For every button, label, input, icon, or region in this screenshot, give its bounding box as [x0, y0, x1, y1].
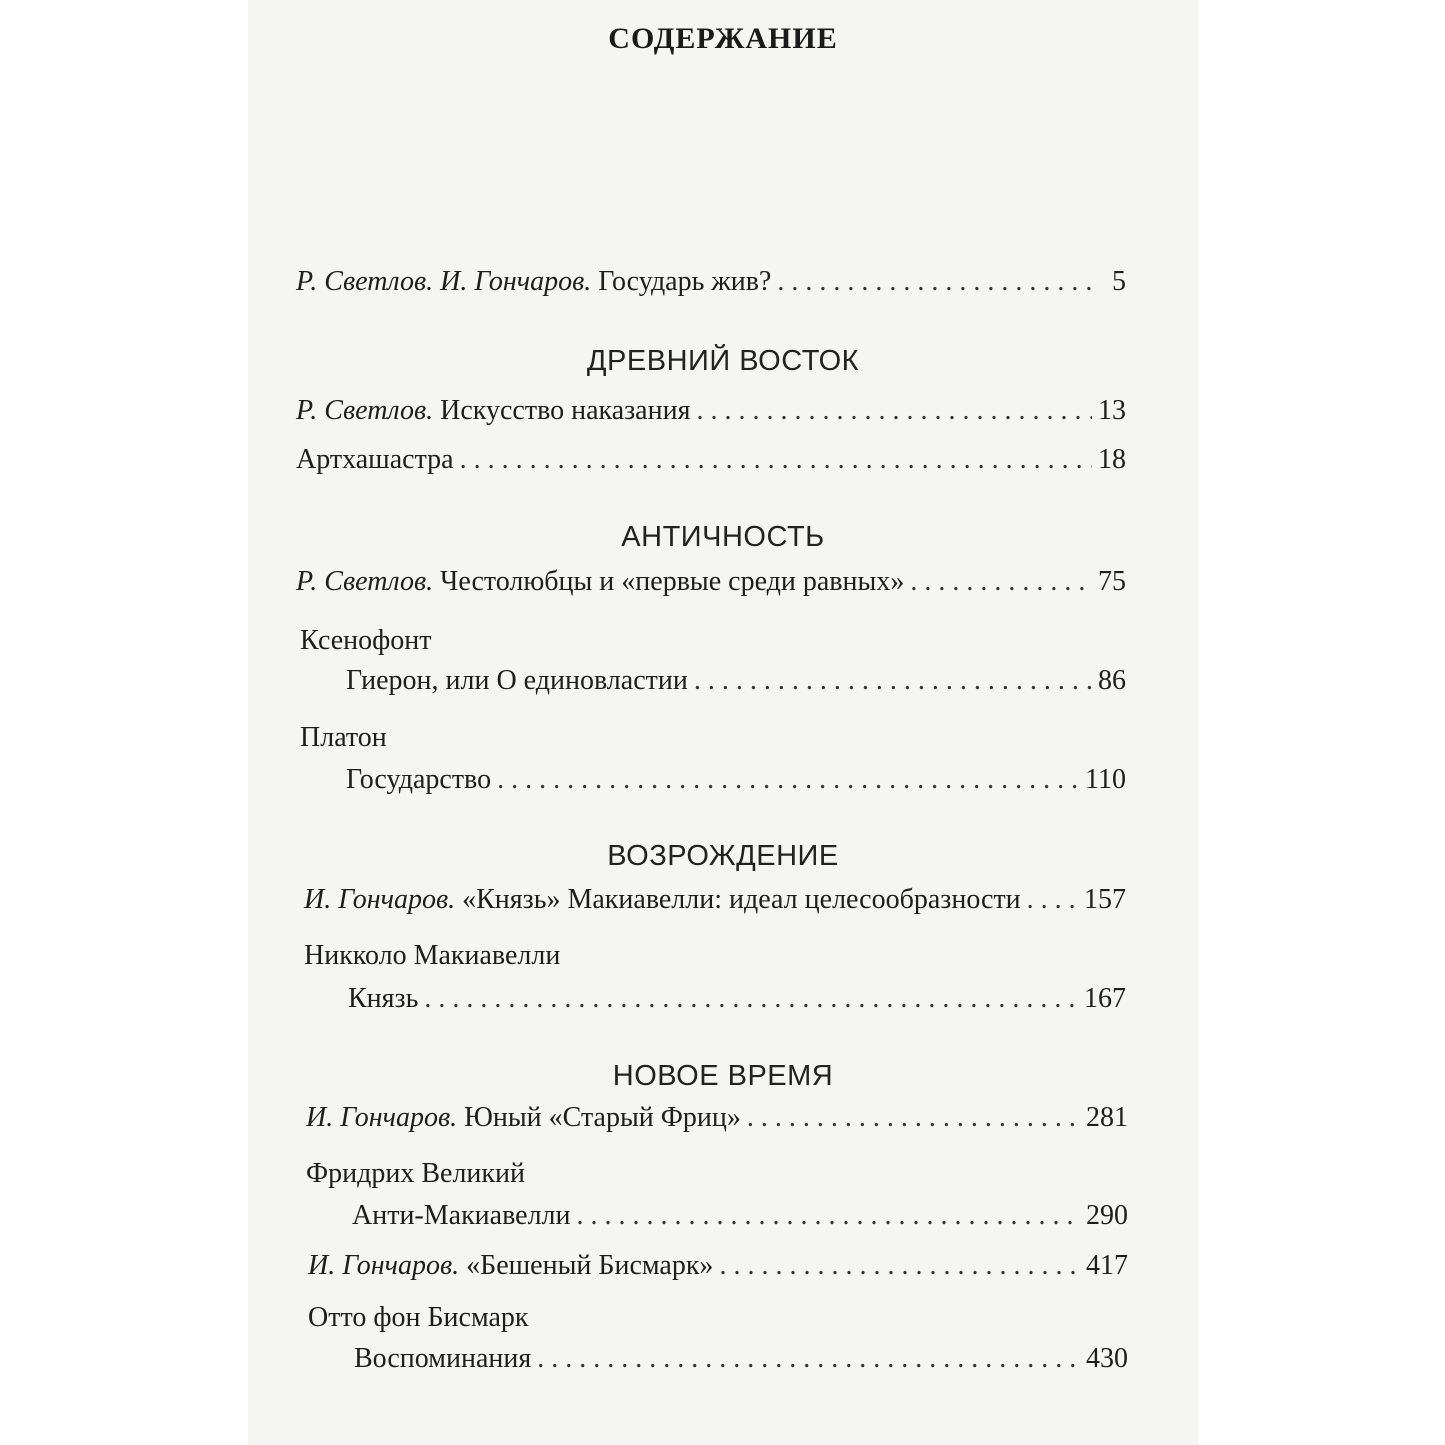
leader-dots [696, 395, 1092, 427]
page-number: 13 [1098, 395, 1126, 426]
toc-entry [308, 1250, 1128, 1290]
leader-dots [777, 266, 1100, 298]
toc-entry [296, 266, 1126, 306]
entry-title: Воспоминания [354, 1343, 532, 1374]
leader-dots [747, 1102, 1080, 1134]
section-heading: ДРЕВНИЙ ВОСТОК [586, 345, 860, 377]
entry-title: Князь [348, 983, 419, 1014]
toc-entry [296, 395, 1126, 435]
entry-title: Юный «Старый Фриц» [464, 1102, 741, 1133]
entry-title: Артхашастра [296, 444, 454, 475]
page-number: 75 [1098, 566, 1126, 597]
section-heading: НОВОЕ ВРЕМЯ [612, 1060, 834, 1092]
author-name: Ксенофонт [300, 625, 432, 656]
page-number: 281 [1086, 1102, 1128, 1133]
author-name: Фридрих Великий [306, 1158, 525, 1189]
page-number: 167 [1084, 983, 1126, 1014]
page-number: 5 [1112, 266, 1126, 297]
entry-author: Р. Светлов. [296, 395, 434, 426]
leader-dots [460, 444, 1092, 476]
page-number: 157 [1084, 884, 1126, 915]
book-page [248, 0, 1198, 1445]
toc-entry [354, 1343, 1128, 1383]
leader-dots [497, 764, 1079, 796]
leader-dots [694, 665, 1092, 697]
entry-title: Искусство наказания [440, 395, 691, 426]
toc-entry [296, 566, 1126, 606]
entry-title: Государь жив? [598, 266, 772, 297]
page-number: 430 [1086, 1343, 1128, 1374]
leader-dots [719, 1250, 1080, 1282]
entry-author: И. Гончаров. [308, 1250, 460, 1281]
entry-author: Р. Светлов. [296, 566, 434, 597]
entry-title: Честолюбцы и «первые среди равных» [440, 566, 905, 597]
leader-dots [424, 983, 1078, 1015]
page-number: 417 [1086, 1250, 1128, 1281]
page-number: 86 [1098, 665, 1126, 696]
page-number: 110 [1085, 764, 1126, 795]
toc-entry [304, 884, 1126, 924]
entry-author: Р. Светлов. И. Гончаров. [296, 266, 592, 297]
entry-title: Государство [346, 764, 492, 795]
toc-entry [352, 1200, 1128, 1240]
section-heading: ВОЗРОЖДЕНИЕ [607, 840, 839, 872]
page-number: 18 [1098, 444, 1126, 475]
leader-dots [577, 1200, 1080, 1232]
toc-entry [306, 1102, 1128, 1142]
entry-author: И. Гончаров. [306, 1102, 458, 1133]
author-name: Никколо Макиавелли [304, 940, 561, 971]
author-name: Платон [300, 722, 387, 753]
author-name: Отто фон Бисмарк [308, 1302, 529, 1333]
toc-entry [346, 665, 1126, 705]
section-heading: АНТИЧНОСТЬ [621, 521, 825, 553]
entry-title: Анти-Макиавелли [352, 1200, 571, 1231]
leader-dots [537, 1343, 1080, 1375]
entry-title: Гиерон, или О единовластии [346, 665, 688, 696]
toc-entry [296, 444, 1126, 484]
entry-title: «Бешеный Бисмарк» [466, 1250, 714, 1281]
leader-dots [910, 566, 1092, 598]
leader-dots [1027, 884, 1078, 916]
entry-author: И. Гончаров. [304, 884, 456, 915]
toc-entry [346, 764, 1126, 804]
toc-entry [348, 983, 1126, 1023]
page-number: 290 [1086, 1200, 1128, 1231]
entry-title: «Князь» Макиавелли: идеал целесообразности [462, 884, 1021, 915]
page-title: СОДЕРЖАНИЕ [608, 22, 838, 55]
